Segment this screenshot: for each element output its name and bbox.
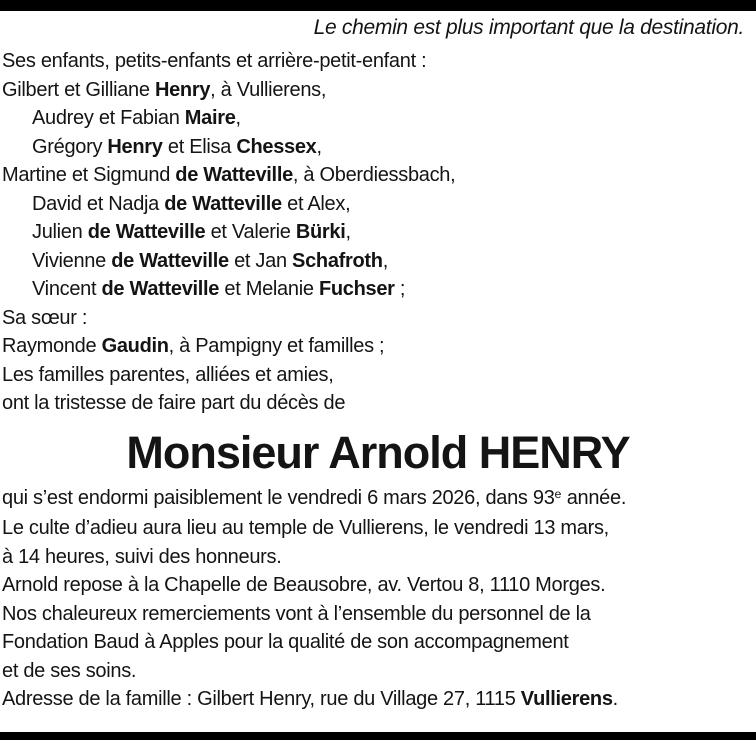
text-segment: ; [394,278,406,300]
text-segment: David et Nadja [32,192,165,215]
name-bold-segment: de Watteville [111,249,229,272]
name-bold-segment: Chessex [236,135,317,158]
text-line [2,389,756,418]
text-segment: Nos chaleureux remerciements vont à l’ensemble du personnel de la [2,602,591,625]
text-segment: et de ses soins. [2,659,137,682]
text-line [2,161,756,190]
name-bold-segment: de Watteville [101,278,220,300]
text-segment: Sa sœur : [2,306,88,329]
name-bold-segment: Vullierens [520,688,613,710]
text-line [2,657,756,686]
text-line [2,543,756,572]
text-line [2,484,756,515]
text-segment: Fondation Baud à Apples pour la qualité de son accompagnement [2,631,569,653]
text-segment: Arnold repose à la Chapelle de Beausobre, av. Vertou 8, 1110 Morges. [2,574,606,596]
text-segment: Les familles parentes, alliées et amies, [2,363,334,386]
superscript-segment: e [554,486,562,501]
text-segment: Martine et Sigmund [2,164,176,186]
text-line [2,76,756,105]
text-segment: qui s’est endormi paisiblement le vendredi 6 mars 2026, dans 93 [2,486,555,509]
name-bold-segment: de Watteville [175,164,293,186]
text-segment: Julien [32,221,88,243]
text-segment: , à Oberdiessbach, [292,164,456,186]
text-line [2,628,756,657]
name-bold-segment: de Watteville [87,221,206,243]
text-segment: année. [561,486,627,509]
text-segment: , à Pampigny et familles ; [168,335,385,357]
text-line [2,47,756,76]
text-line [2,190,756,219]
text-segment: Vincent [32,278,102,300]
text-line [2,275,756,304]
bottom-rule [0,732,756,740]
text-line [2,247,756,276]
text-segment: et Melanie [219,278,319,300]
name-bold-segment: Maire [184,107,236,129]
epigraph: Le chemin est plus important que la destination. [313,16,744,39]
text-line [2,361,756,390]
text-segment: Grégory [32,135,108,158]
text-segment: à 14 heures, suivi des honneurs. [2,545,282,568]
text-segment: Ses enfants, petits-enfants et arrière-petit-enfant : [2,50,427,72]
text-line [2,685,756,714]
name-bold-segment: de Watteville [164,192,282,215]
text-segment: , [316,135,322,158]
text-line [2,600,756,629]
text-segment: Raymonde [2,335,102,357]
text-segment: ont la tristesse de faire part du décès de [2,392,346,414]
text-line [2,514,756,543]
text-segment: Audrey et Fabian [32,107,185,129]
text-segment: Adresse de la famille : Gilbert Henry, rue du Village 27, 1115 [2,688,521,710]
text-segment: Vivienne [32,249,112,272]
text-line [2,304,756,333]
text-line [2,133,756,162]
details-section [2,484,756,714]
text-segment: , [235,107,241,129]
deceased-name-heading: Monsieur Arnold HENRY [126,426,630,478]
text-segment: , [382,249,388,272]
name-bold-segment: Schafroth [292,249,383,272]
text-segment: Le culte d’adieu aura lieu au temple de Vullierens, le vendredi 13 mars, [2,517,609,539]
text-line [2,218,756,247]
name-bold-segment: Bürki [295,221,346,243]
name-bold-segment: Gaudin [101,335,169,357]
text-segment: , à Vullierens, [210,78,327,101]
text-segment: et Alex, [281,192,351,215]
top-rule [0,0,756,11]
text-segment: et Valerie [205,221,296,243]
text-segment: , [345,221,351,243]
name-bold-segment: Henry [154,78,211,101]
name-bold-segment: Fuchser [318,278,395,300]
text-line [2,571,756,600]
text-segment: . [612,688,618,710]
text-line [2,104,756,133]
text-segment: Gilbert et Gilliane [2,78,155,101]
text-segment: et Jan [228,249,293,272]
text-segment: et Elisa [162,135,237,158]
text-line [2,332,756,361]
family-section [2,47,756,418]
name-bold-segment: Henry [107,135,163,158]
